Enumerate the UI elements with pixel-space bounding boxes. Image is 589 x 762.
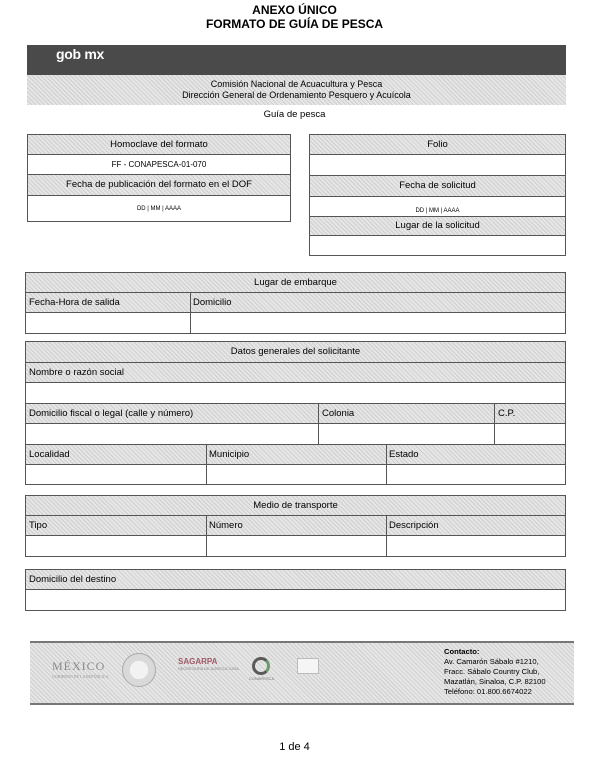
- cp-field[interactable]: [495, 424, 565, 444]
- transporte-header-row: [26, 516, 565, 536]
- homoclave-label: Homoclave del formato: [28, 135, 290, 155]
- transporte-section: [25, 495, 566, 557]
- domicilio-fiscal-row: [26, 424, 565, 445]
- domicilio-fiscal-header-row: [26, 404, 565, 424]
- institution-line-1: Comisión Nacional de Acuacultura y Pesca: [210, 79, 383, 89]
- contact-line-2: Fracc. Sábalo Country Club,: [444, 667, 540, 676]
- folio-label: Folio: [310, 135, 565, 155]
- institution-line-2: Dirección General de Ordenamiento Pesquero y Acuícola: [182, 90, 411, 100]
- fecha-solicitud-field[interactable]: DD | MM | AAAA: [310, 197, 565, 217]
- localidad-header-row: [26, 445, 565, 465]
- nombre-label: Nombre o razón social: [26, 363, 565, 383]
- footer-bottom-rule: [30, 703, 574, 705]
- conapesca-logo: CONAPESCA: [252, 657, 270, 675]
- contact-line-1: Av. Camarón Sábalo #1210,: [444, 657, 539, 666]
- solicitante-title: Datos generales del solicitante: [26, 342, 565, 363]
- folio-field[interactable]: [310, 155, 565, 176]
- fecha-hora-label: Fecha-Hora de salida: [29, 297, 120, 308]
- request-info-box: [309, 134, 566, 256]
- format-info-box: [27, 134, 291, 222]
- homoclave-value: FF - CONAPESCA-01-070: [28, 155, 290, 175]
- fecha-solicitud-label: Fecha de solicitud: [310, 176, 565, 197]
- contact-line-3: Mazatlán, Sinaloa, C.P. 82100: [444, 677, 546, 686]
- domicilio-fiscal-label: Domicilio fiscal o legal (calle y número): [29, 408, 194, 419]
- destino-field[interactable]: [26, 590, 565, 610]
- numero-label: Número: [209, 520, 243, 531]
- annex-title: ANEXO ÚNICO: [252, 3, 337, 17]
- mexico-logo: MÉXICO GOBIERNO DE LA REPÚBLICA: [52, 659, 109, 679]
- contact-line-4: Teléfono: 01.800.6674022: [444, 687, 532, 696]
- contact-block: [444, 647, 572, 697]
- tipo-field[interactable]: [26, 536, 206, 556]
- embarque-title: Lugar de embarque: [26, 273, 565, 293]
- gob-mx-banner: [27, 45, 566, 75]
- embarque-section: [25, 272, 566, 334]
- domicilio-embarque-field[interactable]: [191, 313, 565, 333]
- embarque-header-row: [26, 293, 565, 313]
- sagarpa-logo: SAGARPA SECRETARÍA DE AGRICULTURA: [178, 657, 239, 671]
- lugar-solicitud-field[interactable]: [310, 236, 565, 255]
- domicilio-label: Domicilio: [193, 297, 232, 308]
- municipio-label: Municipio: [209, 449, 250, 460]
- colonia-field[interactable]: [319, 424, 494, 444]
- cp-label: C.P.: [498, 408, 516, 419]
- solicitante-section: [25, 341, 566, 485]
- destino-label: Domicilio del destino: [26, 570, 565, 590]
- form-title: FORMATO DE GUÍA DE PESCA: [205, 17, 384, 31]
- footer-band: [30, 643, 574, 703]
- tipo-label: Tipo: [29, 520, 48, 531]
- localidad-label: Localidad: [29, 449, 70, 460]
- descripcion-label: Descripción: [389, 520, 439, 531]
- national-seal-icon: [122, 653, 156, 687]
- estado-label: Estado: [389, 449, 419, 460]
- destino-section: [25, 569, 566, 611]
- descripcion-field[interactable]: [387, 536, 565, 556]
- domicilio-fiscal-field[interactable]: [26, 424, 318, 444]
- municipio-field[interactable]: [207, 465, 386, 484]
- page-number: 1 de 4: [279, 741, 310, 753]
- estado-field[interactable]: [387, 465, 565, 484]
- institution-band: [27, 75, 566, 105]
- colonia-label: Colonia: [322, 408, 355, 419]
- nombre-field[interactable]: [26, 383, 565, 404]
- lugar-solicitud-label: Lugar de la solicitud: [310, 217, 565, 236]
- gob-mx-logo: gob mx: [56, 46, 104, 62]
- localidad-field[interactable]: [26, 465, 206, 484]
- transporte-title: Medio de transporte: [26, 496, 565, 516]
- document-title: Guía de pesca: [263, 109, 326, 120]
- fecha-publicacion-field[interactable]: DD | MM | AAAA: [136, 206, 182, 212]
- fish-emblem-icon: [297, 658, 319, 674]
- numero-field[interactable]: [207, 536, 386, 556]
- fecha-publicacion-label: Fecha de publicación del formato en el DOF: [28, 175, 290, 196]
- fecha-hora-field[interactable]: [26, 313, 190, 333]
- contact-title: Contacto:: [444, 647, 480, 656]
